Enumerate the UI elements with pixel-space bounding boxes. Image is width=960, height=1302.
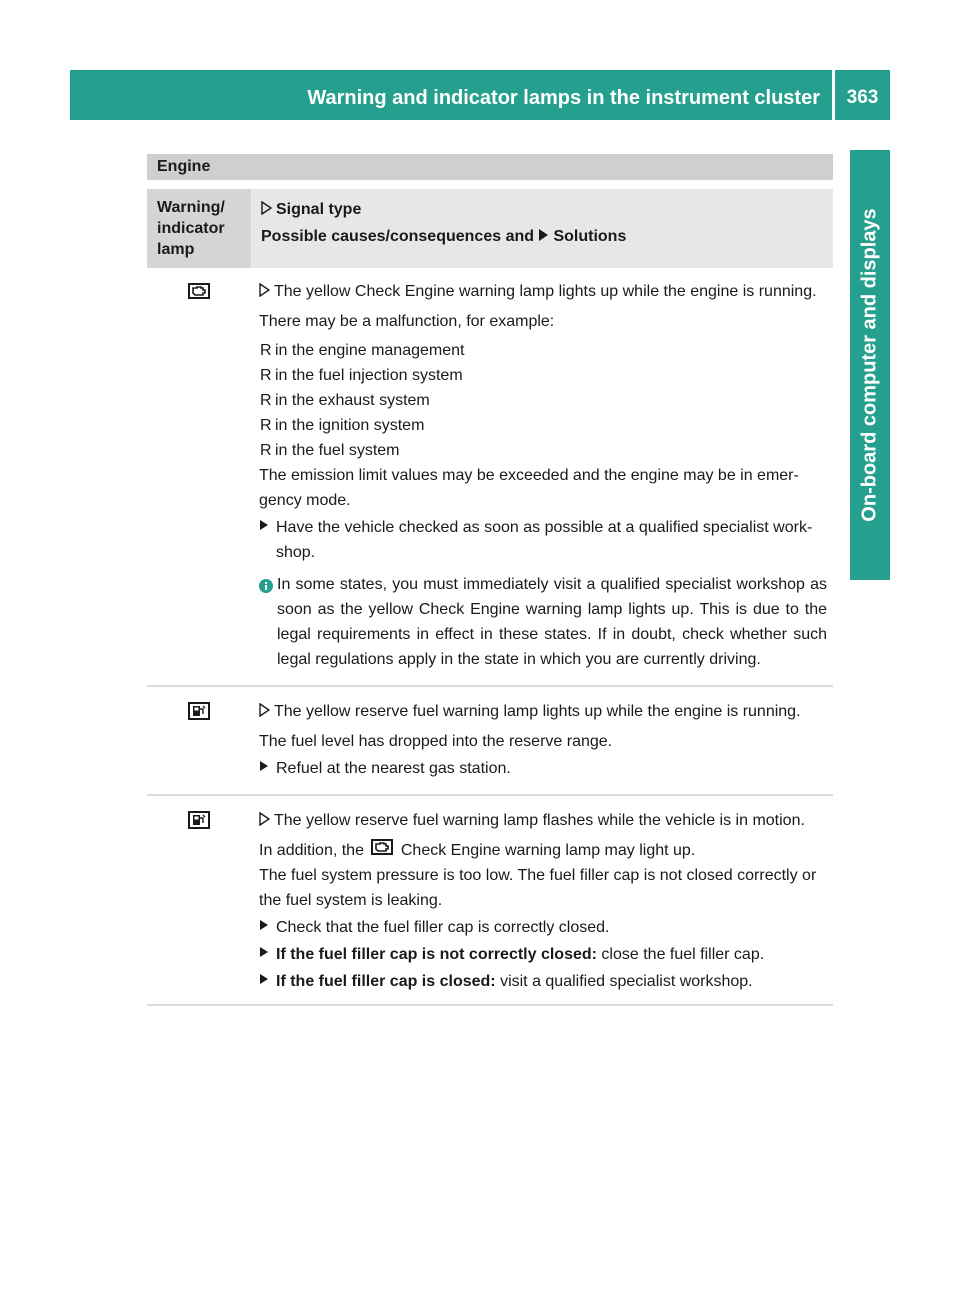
signal-line — [259, 279, 827, 305]
check-engine-icon — [188, 282, 210, 672]
list-item — [259, 413, 827, 438]
action-text: Refuel at the nearest gas station. — [276, 760, 511, 777]
cause-text: There may be a malfunction, for example: — [259, 313, 555, 330]
lamp-cell — [147, 279, 251, 672]
action-arrow-icon — [259, 915, 276, 940]
signal-triangle-icon — [261, 198, 272, 224]
bullet-icon: R — [260, 367, 272, 384]
bullet-icon: R — [260, 417, 272, 434]
warning-table — [147, 154, 833, 1006]
list-item — [259, 363, 827, 388]
header-causes-label: Possible causes/consequences and — [261, 228, 535, 245]
side-tab-marker — [850, 540, 890, 580]
action-item — [259, 515, 827, 565]
action-item — [259, 756, 827, 781]
action-item — [259, 969, 827, 994]
bullet-icon: R — [260, 392, 272, 409]
lamp-cell — [147, 699, 251, 781]
check-engine-icon — [371, 838, 393, 863]
action-text: close the fuel filler cap. — [601, 946, 765, 964]
header-col-lamp: Warning/ indicator lamp — [147, 189, 251, 268]
signal-text: The yellow reserve fuel warning lamp lights up while the engine is running. — [274, 703, 801, 720]
signal-triangle-icon — [259, 700, 270, 725]
table-row — [147, 687, 833, 796]
addition-prefix: In addition, the — [259, 842, 364, 859]
bullet-text: in the exhaust system — [275, 392, 430, 409]
header-title: Warning and indicator lamps in the instrument cluster — [307, 87, 820, 109]
bullet-icon: R — [260, 442, 272, 459]
action-arrow-icon — [259, 515, 276, 540]
bullet-icon: R — [260, 342, 272, 359]
addition-suffix: Check Engine warning lamp may light up. — [400, 842, 696, 859]
page-header — [70, 70, 890, 120]
bullet-text: in the engine management — [275, 342, 465, 359]
description-cell — [251, 699, 833, 781]
description-cell — [251, 279, 833, 672]
signal-text: The yellow Check Engine warning lamp lights up while the engine is running. — [274, 283, 817, 300]
signal-line — [259, 699, 827, 725]
signal-text: The yellow reserve fuel warning lamp flashes while the vehicle is in motion. — [274, 812, 805, 829]
page-number: 363 — [846, 87, 879, 108]
header-col-signal — [251, 189, 833, 268]
bullet-text: in the fuel system — [275, 442, 400, 459]
reserve-fuel-icon — [188, 702, 210, 781]
action-item — [259, 942, 827, 967]
bullet-text: in the fuel injection system — [275, 367, 463, 384]
lamp-cell — [147, 808, 251, 994]
list-item — [259, 438, 827, 463]
action-condition: If the fuel filler cap is closed: — [276, 973, 496, 991]
list-item — [259, 388, 827, 413]
consequence-text: The emission limit values may be exceeded and the engine may be in emer- gency mode. — [259, 467, 799, 509]
action-arrow-icon — [259, 756, 276, 781]
header-signal-line — [261, 197, 823, 224]
section-title: Engine — [147, 154, 833, 180]
action-arrow-icon — [259, 969, 276, 994]
header-solutions-label: Solutions — [553, 228, 627, 245]
action-text: Have the vehicle checked as soon as possible at a qualified specialist work- shop. — [276, 519, 813, 561]
table-row — [147, 268, 833, 687]
bullet-text: in the ignition system — [275, 417, 425, 434]
action-item — [259, 915, 827, 940]
description-cell — [251, 808, 833, 994]
solution-triangle-icon — [538, 225, 549, 251]
table-header — [147, 189, 833, 268]
cause-text: The fuel level has dropped into the reserve range. — [259, 733, 613, 750]
addition-line — [259, 838, 827, 863]
action-text: Check that the fuel filler cap is correctly closed. — [276, 919, 610, 937]
signal-triangle-icon — [259, 809, 270, 834]
action-arrow-icon — [259, 942, 276, 967]
cause-text: The fuel system pressure is too low. The fuel filler cap is not closed correctly or the fuel system is leaking. — [259, 867, 817, 910]
action-condition: If the fuel filler cap is not correctly closed: — [276, 946, 597, 964]
header-causes-line — [261, 224, 823, 251]
note-text: In some states, you must immediately visit a qualified specialist workshop as soon as the yellow Check Engine warning lamp lights up. This is due to the legal requirements in effect in these states. If in doubt, check whether such legal regulations apply in the state in which you are currently driving. — [277, 576, 827, 668]
signal-line — [259, 808, 827, 834]
note-box — [259, 572, 827, 672]
table-row — [147, 796, 833, 1006]
list-item — [259, 338, 827, 363]
action-text: visit a qualified specialist workshop. — [500, 973, 753, 991]
info-icon — [259, 572, 277, 601]
signal-triangle-icon — [259, 280, 270, 305]
reserve-fuel-icon — [188, 811, 210, 994]
header-signal-label: Signal type — [276, 201, 362, 218]
side-tab-label: On-board computer and displays — [858, 208, 881, 522]
